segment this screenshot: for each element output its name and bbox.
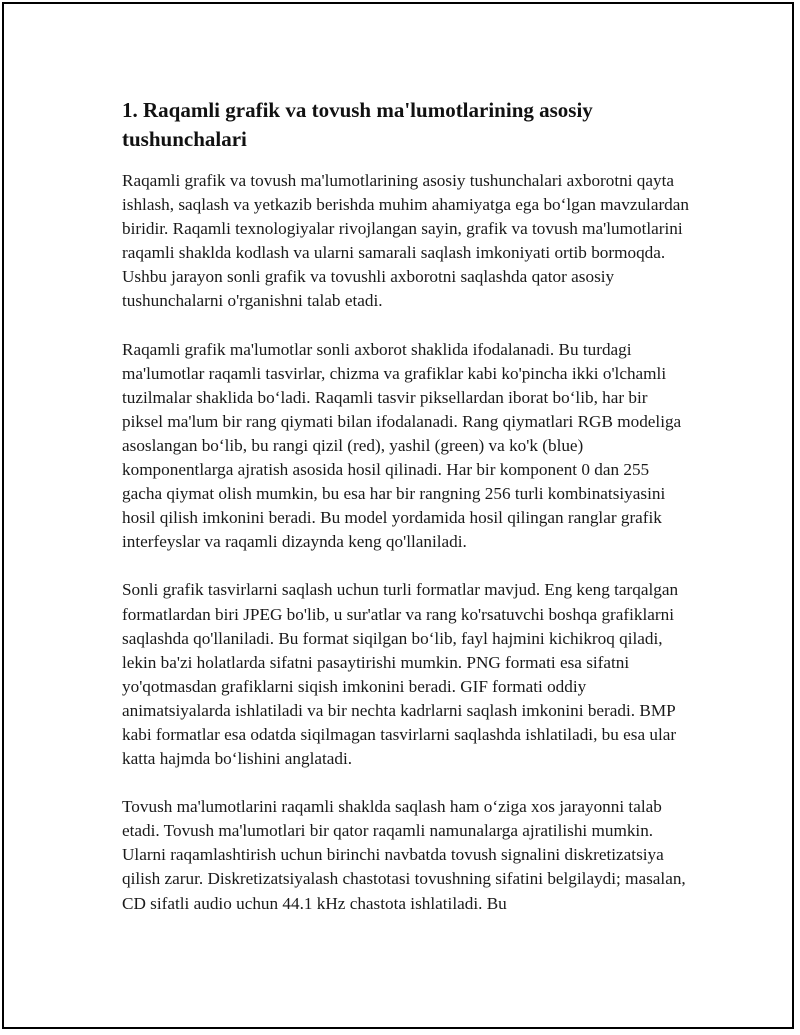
paragraph-3: Sonli grafik tasvirlarni saqlash uchun turli formatlar mavjud. Eng keng tarqalgan formatlardan biri JPEG bo'lib, u sur'atlar va rang ko'rsatuvchi boshqa grafiklarni saqlashda qo'llaniladi. Bu format siqilgan bo‘lib, fayl hajmini kichikroq qiladi, lekin ba'zi holatlarda sifatni pasaytirishi mumkin. PNG formati esa sifatni yo'qotmasdan grafiklarni siqish imkonini beradi. GIF formati oddiy animatsiyalarda ishlatiladi va bir nechta kadrlarni saqlash imkonini beradi. BMP kabi formatlar esa odatda siqilmagan tasvirlarni saqlashda ishlatiladi, bu esa ular katta hajmda bo‘lishini anglatadi. (122, 580, 679, 769)
paragraph-2: Raqamli grafik ma'lumotlar sonli axborot shaklida ifodalanadi. Bu turdagi ma'lumotlar raqamli tasvirlar, chizma va grafiklar kabi ko'pincha ikki o'lchamli tuzilmalar shaklida bo‘ladi. Raqamli tasvir piksellardan iborat bo‘lib, har bir piksel ma'lum bir rang qiymati bilan ifodalanadi. Rang qiymatlari RGB modeliga asoslangan bo‘lib, bu rangi qizil (red), yashil (green) va ko'k (blue) komponentlarga ajratish asosida hosil qilinadi. Har bir komponent 0 dan 255 gacha qiymat olish mumkin, bu esa har bir rangning 256 turli kombinatsiyasini hosil qilish imkonini beradi. Bu model yordamida hosil qilingan ranglar grafik interfeyslar va raqamli dizaynda keng qo'llaniladi. (122, 339, 682, 552)
paragraph-1: Raqamli grafik va tovush ma'lumotlarining asosiy tushunchalari axborotni qayta ishlash, saqlash va yetkazib berishda muhim ahamiyatga ega bo‘lgan mavzulardan biridir. Raqamli texnologiyalar rivojlangan sayin, grafik va tovush ma'lumotlarini raqamli shaklda kodlash va ularni samarali saqlash imkoniyati ortib bormoqda. Ushbu jarayon sonli grafik va tovushli axborotni saqlashda qator asosiy tushunchalarni o'rganishni talab etadi. (122, 171, 690, 311)
section-heading: 1. Raqamli grafik va tovush ma'lumotlarining asosiy tushunchalari (122, 98, 593, 151)
page-frame (2, 2, 794, 1029)
document-body (122, 96, 692, 940)
paragraph-4: Tovush ma'lumotlarini raqamli shaklda saqlash ham o‘ziga xos jarayonni talab etadi. Tovush ma'lumotlari bir qator raqamli namunalarga ajratilishi mumkin. Ularni raqamlashtirish uchun birinchi navbatda tovush signalini diskretizatsiya qilish zarur. Diskretizatsiyalash chastotasi tovushning sifatini belgilaydi; masalan, CD sifatli audio uchun 44.1 kHz chastota ishlatiladi. Bu (122, 797, 686, 913)
